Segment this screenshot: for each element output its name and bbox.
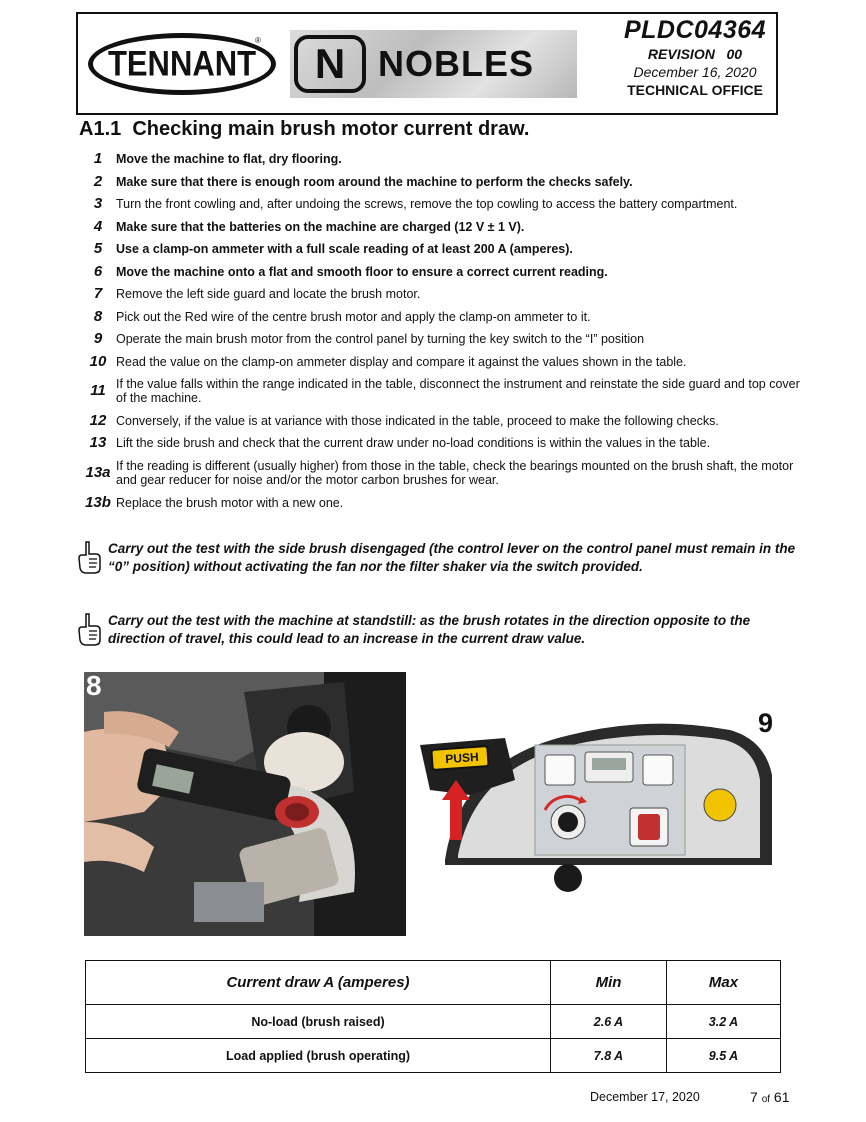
step-number: 6 [93,262,103,280]
step-number: 11 [90,382,106,399]
step-text: Lift the side brush and check that the current draw under no-load conditions is within the values in the table. [116,436,711,450]
document-header [76,12,778,115]
table-header: Max [667,961,781,1005]
nobles-logo-text: NOBLES [378,43,535,84]
step-number: 13 [89,434,107,451]
page-current: 7 [750,1089,758,1105]
step-text: Conversely, if the value is at variance with those indicated in the table, proceed to make the following checks. [116,413,719,428]
tennant-logo [88,33,276,95]
nobles-n-emblem [294,35,366,93]
page-of: of [761,1094,771,1105]
step-item [80,148,800,170]
document-code: PLDC04364 [623,16,767,44]
table-cell: No-load (brush raised) [86,1005,551,1039]
table-cell: 9.5 A [667,1039,781,1073]
step-item [80,238,800,260]
pointing-hand-icon [76,540,106,576]
tennant-logo-text: TENNANT [107,43,257,84]
table-row [86,1039,781,1073]
table-cell: 2.6 A [551,1005,667,1039]
nobles-logo [290,30,577,98]
step-item [80,409,800,432]
step-number: 12 [89,411,107,429]
table-header-row [86,961,781,1005]
footer-date: December 17, 2020 [590,1090,700,1104]
figure-9-illustration [420,700,790,900]
step-number: 2 [93,172,103,190]
step-number: 1 [93,150,103,167]
step-text: Turn the front cowling and, after undoing the screws, remove the top cowling to access the battery compartment. [116,197,738,211]
table-header: Min [551,961,667,1005]
step-item [80,373,800,409]
step-text: Read the value on the clamp-on ammeter display and compare it against the values shown in the table. [116,354,687,369]
step-item [80,170,800,193]
step-text: If the value falls within the range indicated in the table, disconnect the instrument and reinstate the side guard and top cover of the machine. [116,377,800,405]
nobles-n-letter: N [314,40,346,87]
note-text: Carry out the test with the machine at standstill: as the brush rotates in the direction opposite to the direction of travel, this could lead to an increase in the current draw value. [108,613,751,646]
current-draw-table [85,960,781,1073]
table-cell: Load applied (brush operating) [86,1039,551,1073]
table-header: Current draw A (amperes) [86,961,551,1005]
document-date: December 16, 2020 [633,64,757,80]
figure-8-photo [84,672,406,936]
step-text: If the reading is different (usually higher) from those in the table, check the bearings mounted on the brush shaft, the motor and gear reducer for noise and/or the motor carbon brushes for wear. [116,458,794,487]
section-title: A1.1 Checking main brush motor current draw. [79,118,530,140]
step-number: 10 [89,352,107,370]
step-item [80,350,800,373]
step-item [80,283,800,305]
step-number: 5 [93,240,103,257]
step-number: 13b [85,493,111,511]
step-number: 7 [93,285,103,302]
step-item [80,328,800,350]
step-item [80,432,800,454]
step-number: 8 [93,307,103,325]
note-text: Carry out the test with the side brush disengaged (the control lever on the control panel must remain in the “0” position) without activating the fan nor the filter shaker via the switch provided. [108,541,796,574]
step-number: 3 [93,195,103,212]
step-number: 9 [93,330,103,347]
step-item [80,491,800,514]
step-item [80,215,800,238]
document-info [620,16,770,98]
figure-9-label: 9 [758,708,774,738]
table-row [86,1005,781,1039]
step-text: Move the machine to flat, dry flooring. [116,152,342,166]
footer-page-number [750,1089,790,1105]
pointing-hand-icon [76,612,106,648]
table-cell: 3.2 A [667,1005,781,1039]
document-revision: REVISION 00 [647,46,743,62]
step-item [80,260,800,283]
step-text: Make sure that there is enough room around the machine to perform the checks safely. [116,174,633,189]
page-total: 61 [773,1089,790,1105]
step-item [80,305,800,328]
step-item [80,454,800,491]
step-text: Move the machine onto a flat and smooth floor to ensure a correct current reading. [116,264,608,279]
step-text: Remove the left side guard and locate the brush motor. [116,287,421,301]
step-text: Make sure that the batteries on the machine are charged (12 V ± 1 V). [116,219,525,234]
procedure-steps [80,148,800,514]
table-cell: 7.8 A [551,1039,667,1073]
push-label: PUSH [444,749,480,767]
step-text: Operate the main brush motor from the control panel by turning the key switch to the “I” position [116,332,645,346]
step-text: Replace the brush motor with a new one. [116,495,344,510]
note-block [76,540,796,576]
step-text: Pick out the Red wire of the centre brush motor and apply the clamp-on ammeter to it. [116,309,591,324]
step-number: 4 [93,217,103,235]
step-item [80,193,800,215]
note-block [76,612,796,648]
registered-mark: ® [255,36,261,45]
step-text: Use a clamp-on ammeter with a full scale reading of at least 200 A (amperes). [116,242,573,256]
document-office: TECHNICAL OFFICE [627,82,763,98]
step-number: 13a [85,463,111,481]
figure-8-label: 8 [86,670,102,701]
